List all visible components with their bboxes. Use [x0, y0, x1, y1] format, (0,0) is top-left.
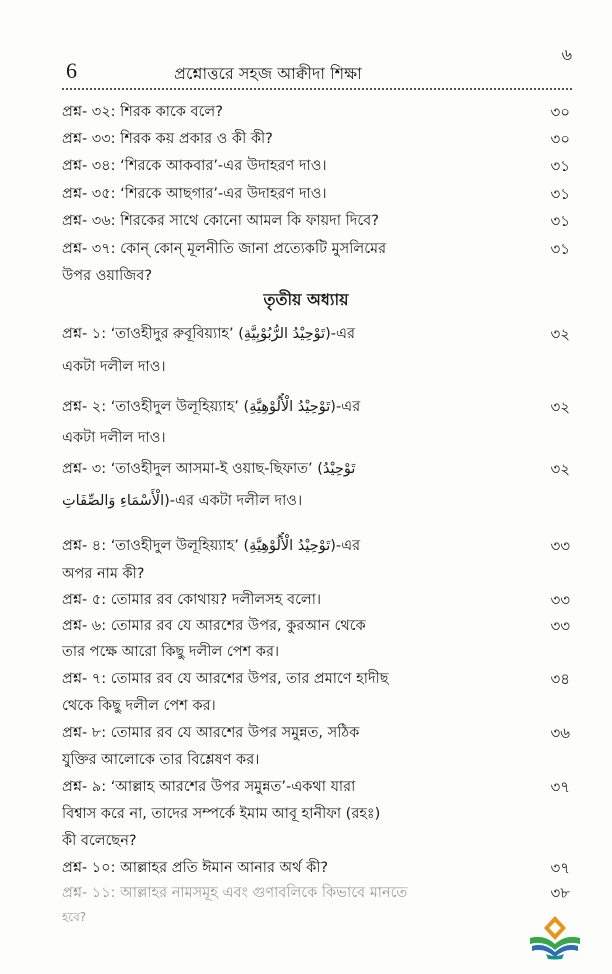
toc-entry-text: প্রশ্ন- ৬: তোমার রব যে আরশের উপর, কুরআন থেকে	[62, 618, 366, 634]
toc-entry-text: প্রশ্ন- ১১: আল্লাহর নামসমূহ এবং গুণাবলিকে কিভাবে মানতে	[62, 885, 408, 901]
page-header	[62, 45, 572, 90]
toc-entry-text: প্রশ্ন- ১০: আল্লাহর প্রতি ঈমান আনার অর্থ কী?	[62, 860, 329, 876]
toc-entry-page: ৩৮	[550, 884, 570, 902]
toc-entry[interactable]	[62, 665, 572, 693]
toc-entry[interactable]	[62, 393, 572, 421]
toc-entry[interactable]	[62, 98, 572, 126]
toc-entry-page: ৩৩	[550, 591, 570, 609]
toc-entry[interactable]	[62, 455, 572, 483]
publisher-logo-icon	[526, 914, 584, 960]
toc-entry[interactable]	[62, 180, 572, 208]
toc-entry-text: প্রশ্ন- ৭: তোমার রব যে আরশের উপর, তার প্রমাণে হাদীছ	[62, 671, 389, 687]
toc-entry-page: ৩১	[550, 240, 570, 258]
toc-entry-continuation: অপর নাম কী?	[62, 566, 145, 582]
toc-entry-continuation: কী বলেছেন?	[62, 833, 137, 849]
toc-entry[interactable]	[62, 207, 572, 235]
toc-entry-text: প্রশ্ন- ৩৩: শিরক কয় প্রকার ও কী কী?	[62, 131, 273, 147]
toc-entry-continuation: الْأَسْمَاءِ وَالصِّفَاتِ)-এর একটা দলীল দাও।	[62, 493, 303, 509]
toc-entry-page: ৩৩	[550, 537, 570, 555]
toc-entry[interactable]	[62, 235, 572, 263]
toc-entry[interactable]	[62, 320, 572, 348]
toc-entry-page: ৩১	[550, 212, 570, 230]
toc-entry-page: ৩৬	[550, 724, 570, 742]
toc-entry-page: ৩২	[550, 325, 570, 343]
toc-entry-continuation: তার পক্ষে আরো কিছু দলীল পেশ কর।	[62, 644, 280, 660]
toc-entry[interactable]	[62, 152, 572, 180]
toc-entry[interactable]	[62, 854, 572, 882]
toc-entry-text: প্রশ্ন- ৩৭: কোন্ কোন্ মূলনীতি জানা প্রত্যেকটি মুসলিমের	[62, 241, 387, 257]
toc-entry-page: ৩৩	[550, 617, 570, 635]
toc-entry-continuation: থেকে কিছু দলীল পেশ কর।	[62, 698, 216, 714]
book-title: প্রশ্নোত্তরে সহজ আক্বীদা শিক্ষা	[174, 64, 362, 83]
toc-entry-page: ৩১	[550, 157, 570, 175]
toc-entry-text: প্রশ্ন- ২: ‘তাওহীদুল উলূহিয়্যাহ’ (تَوْحِيْدُ الْأُلُوْهِيَّةِ)-এর	[62, 399, 361, 415]
toc-entry-text: প্রশ্ন- ১: ‘তাওহীদুর রুবূবিয়্যাহ’ (تَوْحِيْدُ الرُّبُوْبِيَّةِ)-এর	[62, 326, 356, 342]
toc-entry-page: ৩১	[550, 185, 570, 203]
toc-entry[interactable]	[62, 612, 572, 640]
toc-entry-page: ৩৪	[550, 670, 570, 688]
toc-entry-continuation: উপর ওয়াজিব?	[62, 268, 153, 284]
toc-entry-text: প্রশ্ন- ৪: ‘তাওহীদুল উলূহিয়্যাহ’ (تَوْحِيْدُ الْأُلُوْهِيَّةِ)-এর	[62, 538, 361, 554]
toc-entry-text: প্রশ্ন- ৩৫: ‘শিরকে আছগার’-এর উদাহরণ দাও।	[62, 186, 327, 202]
toc-entry-text: প্রশ্ন- ৩৪: ‘শিরকে আকবার’-এর উদাহরণ দাও।	[62, 158, 327, 174]
toc-entry-text: প্রশ্ন- ৯: ‘আল্লাহ আরশের উপর সমুন্নত’-একথা যারা	[62, 779, 356, 795]
toc-entry-page: ৩০	[550, 130, 570, 148]
page-number-bengali: ৬	[561, 45, 572, 64]
toc-entry-continuation: একটা দলীল দাও।	[62, 359, 166, 375]
toc-entry-text: প্রশ্ন- ৩৬: শিরকের সাথে কোনো আমল কি ফায়দা দিবে?	[62, 213, 379, 229]
toc-entry-page: ৩২	[550, 460, 570, 478]
toc-entry-continuation: বিশ্বাস করে না, তাদের সম্পর্কে ইমাম আবূ হানীফা (রহঃ)	[62, 806, 381, 822]
toc-entry-page: ৩৭	[550, 778, 570, 796]
toc-entry-text: প্রশ্ন- ৩: ‘তাওহীদুল আসমা-ই ওয়াছ-ছিফাত’ (تَوْحِيْدُ	[62, 461, 356, 477]
page-number-latin: 6	[66, 58, 77, 83]
toc-entry[interactable]	[62, 586, 572, 614]
toc-entry-continuation: একটা দলীল দাও।	[62, 430, 166, 446]
toc-entry-text: প্রশ্ন- ৮: তোমার রব যে আরশের উপর সমুন্নত, সঠিক	[62, 725, 360, 741]
toc-entry[interactable]	[62, 719, 572, 747]
toc-entry[interactable]	[62, 532, 572, 560]
toc-entry-page: ৩৭	[550, 859, 570, 877]
chapter-heading: তৃতীয় অধ্যায়	[263, 290, 349, 309]
toc-entry-continuation: হবে?	[62, 910, 87, 924]
toc-entry-text: প্রশ্ন- ৫: তোমার রব কোথায়? দলীলসহ বলো।	[62, 592, 322, 608]
toc-entry[interactable]	[62, 773, 572, 801]
toc-entry-text: প্রশ্ন- ৩২: শিরক কাকে বলে?	[62, 104, 223, 120]
toc-entry[interactable]	[62, 125, 572, 153]
toc-entry-page: ৩০	[550, 103, 570, 121]
toc-entry-page: ৩২	[550, 398, 570, 416]
toc-entry-continuation: যুক্তির আলোকে তার বিশ্লেষণ কর।	[62, 752, 260, 768]
